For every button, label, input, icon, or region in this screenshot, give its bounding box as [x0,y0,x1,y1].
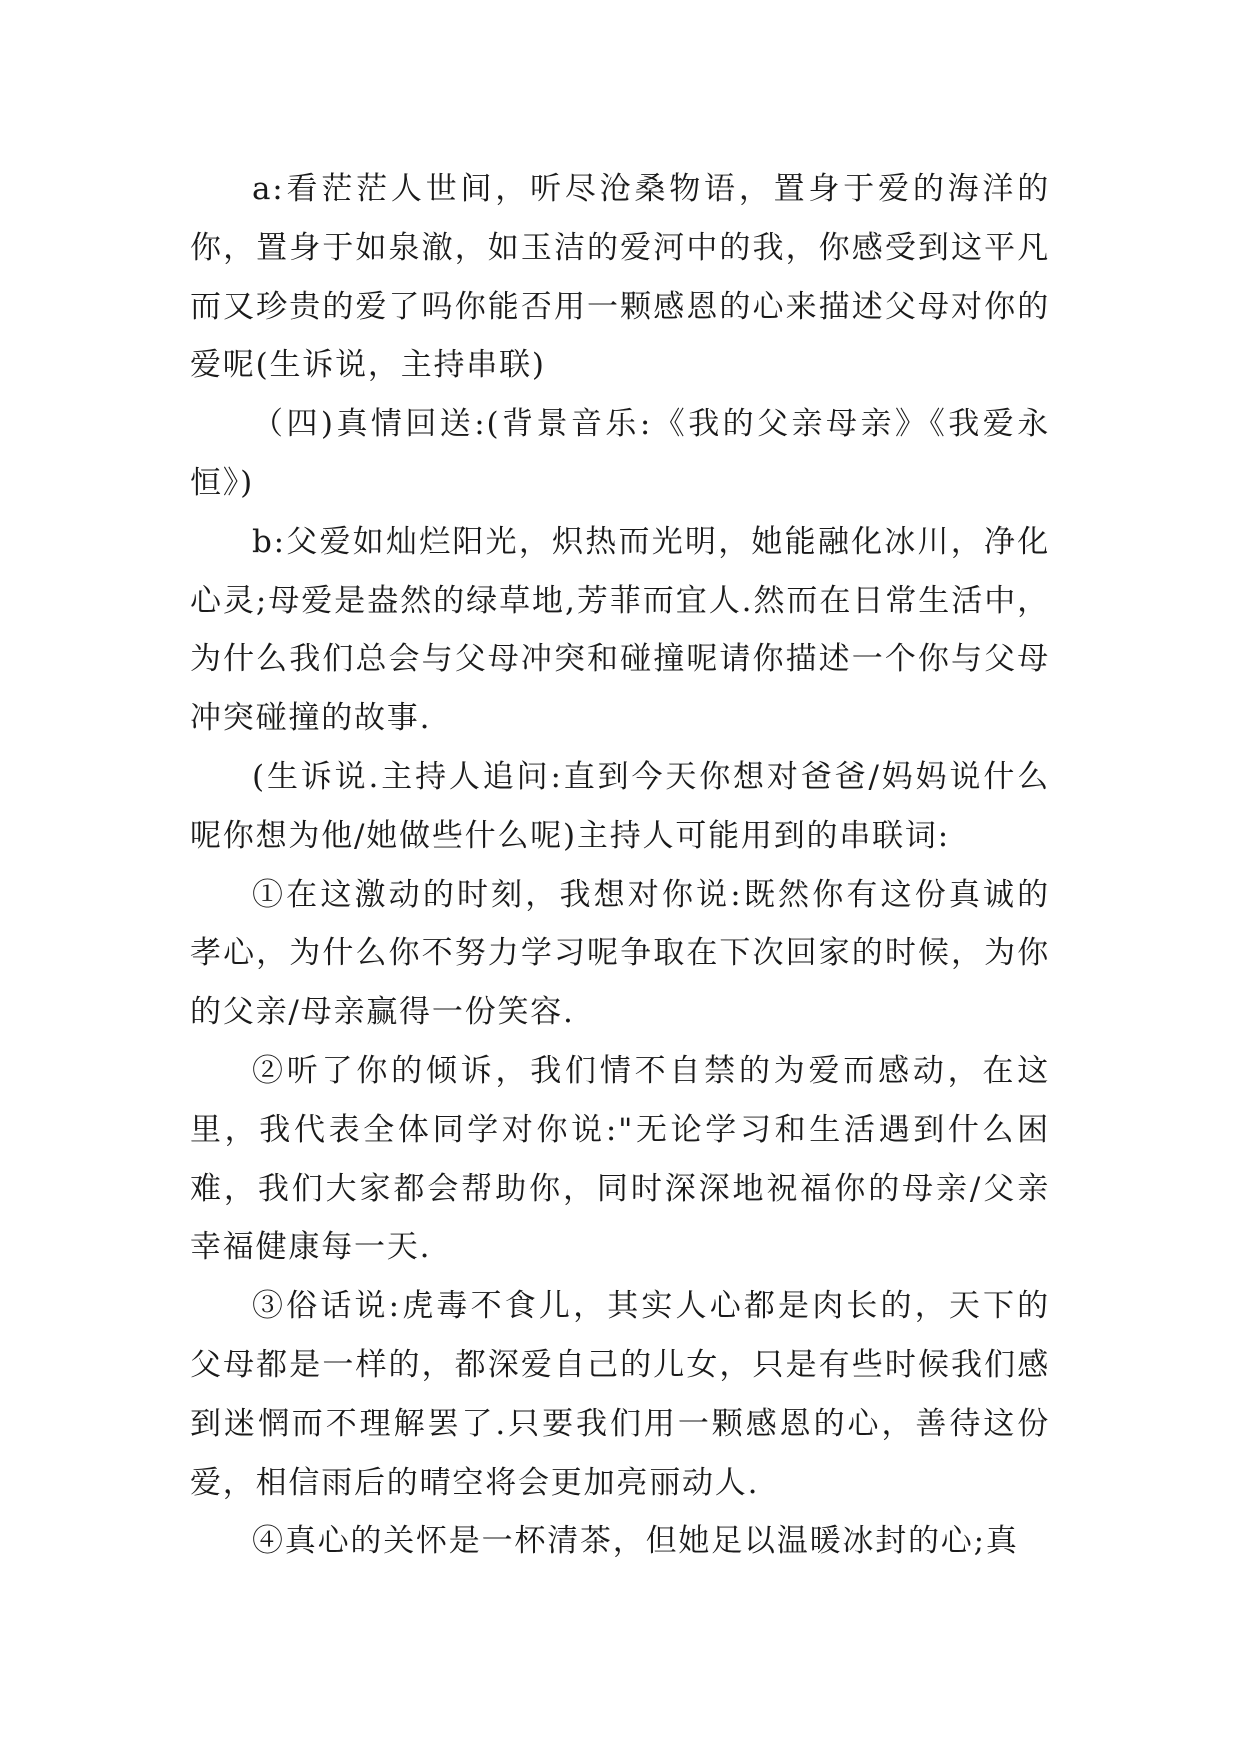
paragraph-7: ③俗话说:虎毒不食儿，其实人心都是肉长的，天下的父母都是一样的，都深爱自己的儿女，只是有些时候我们感到迷惘而不理解罢了.只要我们用一颗感恩的心，善待这份爱，相信雨后的晴空将会更加亮丽动人. [190,1288,1050,1501]
paragraph-6: ②听了你的倾诉，我们情不自禁的为爱而感动，在这里，我代表全体同学对你说:"无论学习和生活遇到什么困难，我们大家都会帮助你，同时深深地祝福你的母亲/父亲幸福健康每一天. [190,1052,1050,1266]
paragraph-3: b:父爱如灿烂阳光，炽热而光明，她能融化冰川，净化心灵;母爱是盎然的绿草地,芳菲而宜人.然而在日常生活中，为什么我们总会与父母冲突和碰撞呢请你描述一个你与父母冲突碰撞的故事. [190,523,1050,737]
paragraph-5: ①在这激动的时刻，我想对你说:既然你有这份真诚的孝心，为什么你不努力学习呢争取在下次回家的时候，为你的父亲/母亲赢得一份笑容. [190,876,1050,1031]
paragraph-2: （四)真情回送:(背景音乐:《我的父亲母亲》《我爱永恒》) [190,406,1050,501]
document-page [190,160,1050,1571]
paragraph-1: a:看茫茫人世间，听尽沧桑物语，置身于爱的海洋的你，置身于如泉澈，如玉洁的爱河中的我，你感受到这平凡而又珍贵的爱了吗你能否用一颗感恩的心来描述父母对你的爱呢(生诉说，主持串联) [190,171,1050,384]
paragraph-4: (生诉说.主持人追问:直到今天你想对爸爸/妈妈说什么呢你想为他/她做些什么呢)主持人可能用到的串联词: [190,758,1050,854]
paragraph-8: ④真心的关怀是一杯清茶，但她足以温暖冰封的心;真 [252,1523,1019,1560]
